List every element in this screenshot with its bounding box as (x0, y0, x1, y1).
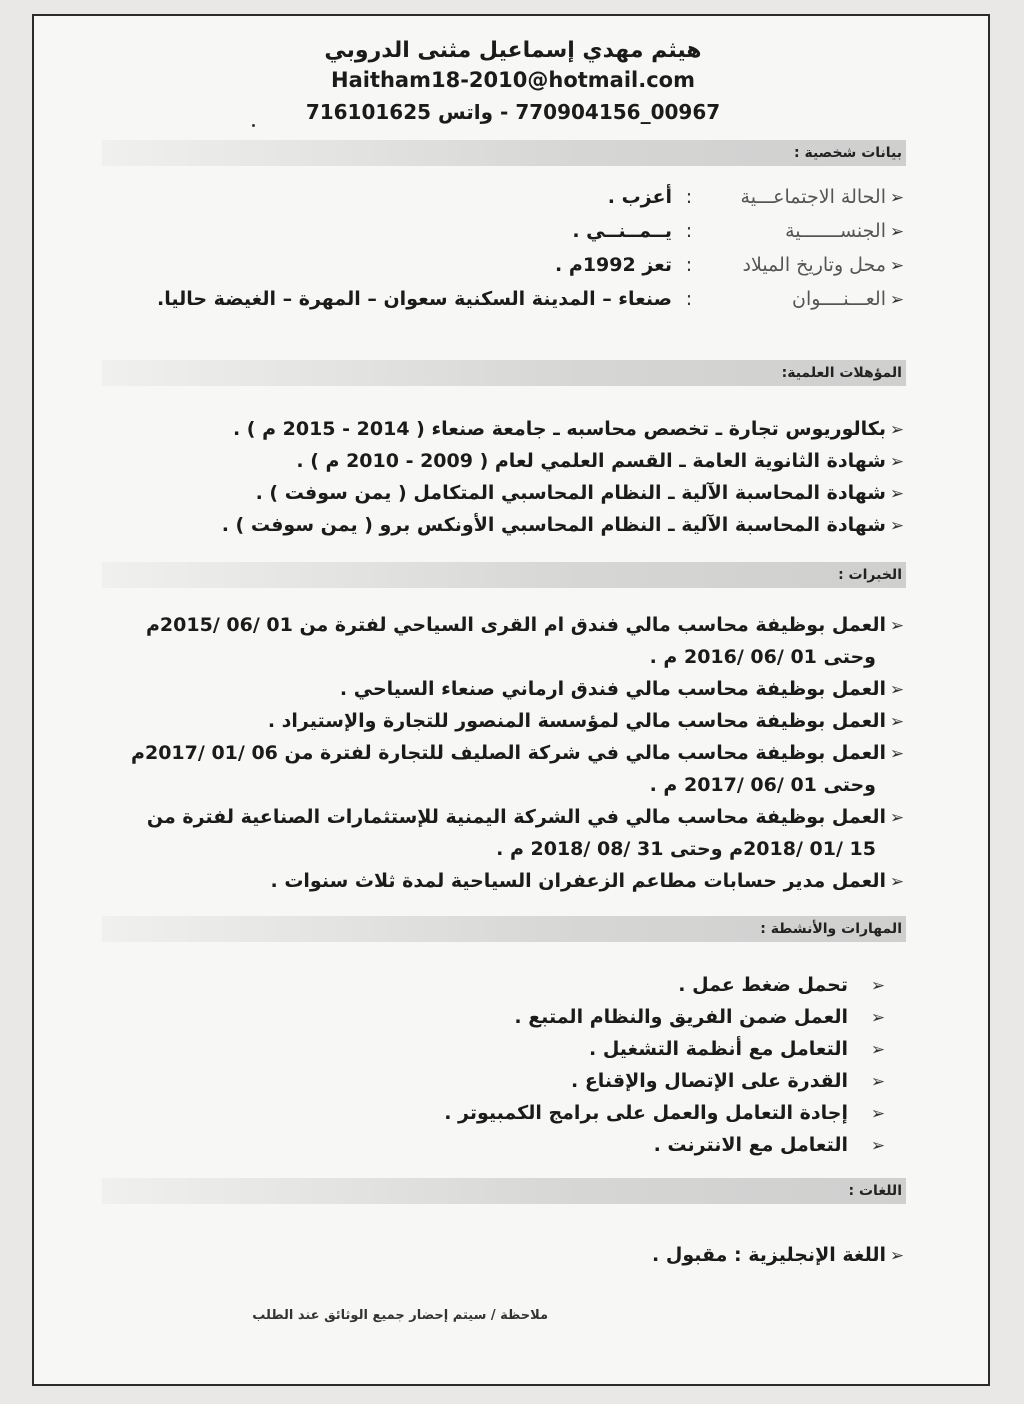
arrow-bullet-icon: ➢ (889, 1246, 905, 1266)
arrow-bullet-icon: ➢ (870, 1072, 886, 1092)
personal-value: صنعاء – المدينة السكنية سعوان – المهرة – الغيضة حاليا. (156, 288, 672, 310)
personal-row-address: ➢العـــنــــوان:صنعاء – المدينة السكنية سعوان – المهرة – الغيضة حاليا. (157, 288, 908, 310)
arrow-bullet-icon: ➢ (889, 872, 905, 892)
experience-item-continuation: وحتى 01 /06 /2017 م . (649, 774, 876, 796)
skill-item: ➢التعامل مع أنظمة التشغيل . (589, 1038, 908, 1060)
personal-label: العـــنــــوان (792, 288, 886, 310)
arrow-bullet-icon: ➢ (889, 744, 905, 764)
arrow-bullet-icon: ➢ (870, 1104, 886, 1124)
skill-item: ➢القدرة على الإتصال والإقناع . (571, 1070, 908, 1092)
qualification-item: ➢شهادة المحاسبة الآلية ـ النظام المحاسبي المتكامل ( يمن سوفت ) . (256, 482, 908, 504)
section-title-languages: اللغات : (848, 1183, 902, 1199)
experience-item: ➢العمل بوظيفة محاسب مالي فندق ام القرى السياحي لفترة من 01 /06 /2015م (146, 614, 908, 636)
footer-note: ملاحظة / سيتم إحضار جميع الوثائق عند الطلب (252, 1308, 548, 1323)
personal-row-birth: ➢محل وتاريخ الميلاد:تعز 1992م . (555, 254, 908, 276)
skill-item: ➢التعامل مع الانترنت . (654, 1134, 908, 1156)
personal-label: الجنســـــــية (785, 220, 886, 242)
arrow-bullet-icon: ➢ (889, 712, 905, 732)
applicant-phone: 00967_770904156 - واتس 716101625 (305, 100, 721, 124)
arrow-bullet-icon: ➢ (889, 484, 905, 504)
qualification-item: ➢بكالوريوس تجارة ـ تخصص محاسبه ـ جامعة صنعاء ( 2014 - 2015 م ) . (233, 418, 908, 440)
section-bar-languages (102, 1178, 906, 1204)
skill-item: ➢تحمل ضغط عمل . (678, 974, 908, 996)
arrow-bullet-icon: ➢ (870, 1040, 886, 1060)
arrow-bullet-icon: ➢ (889, 452, 905, 472)
arrow-bullet-icon: ➢ (889, 222, 905, 242)
skill-item: ➢إجادة التعامل والعمل على برامج الكمبيوتر . (444, 1102, 908, 1124)
language-item: ➢اللغة الإنجليزية : مقبول . (652, 1244, 908, 1266)
personal-value: يــمــنــي . (572, 220, 672, 242)
applicant-name: هيثم مهدي إسماعيل مثنى الدروبي (324, 38, 702, 63)
personal-row-nationality: ➢الجنســـــــية:يــمــنــي . (572, 220, 908, 242)
arrow-bullet-icon: ➢ (889, 420, 905, 440)
qualification-item: ➢شهادة المحاسبة الآلية ـ النظام المحاسبي الأونكس برو ( يمن سوفت ) . (222, 514, 908, 536)
applicant-email: Haitham18-2010@hotmail.com (331, 68, 695, 92)
arrow-bullet-icon: ➢ (870, 1008, 886, 1028)
experience-item-continuation: وحتى 01 /06 /2016 م . (649, 646, 876, 668)
arrow-bullet-icon: ➢ (889, 256, 905, 276)
section-title-skills: المهارات والأنشطة : (760, 921, 902, 937)
arrow-bullet-icon: ➢ (889, 808, 905, 828)
experience-item: ➢العمل بوظيفة محاسب مالي لمؤسسة المنصور للتجارة والإستيراد . (268, 710, 908, 732)
experience-item: ➢العمل بوظيفة محاسب مالي فندق ارماني صنعاء السياحي . (340, 678, 908, 700)
experience-item: ➢العمل مدير حسابات مطاعم الزعفران السياحية لمدة ثلاث سنوات . (270, 870, 908, 892)
experience-item-continuation: 15 /01 /2018م وحتى 31 /08 /2018 م . (496, 838, 876, 860)
stray-dot (252, 124, 255, 127)
section-title-experience: الخبرات : (838, 567, 902, 583)
experience-item: ➢العمل بوظيفة محاسب مالي في شركة الصليف للتجارة لفترة من 06 /01 /2017م (131, 742, 908, 764)
skill-item: ➢العمل ضمن الفريق والنظام المتبع . (514, 1006, 908, 1028)
arrow-bullet-icon: ➢ (870, 976, 886, 996)
cv-sheet (32, 14, 990, 1386)
qualification-item: ➢شهادة الثانوية العامة ـ القسم العلمي لعام ( 2009 - 2010 م ) . (296, 450, 908, 472)
personal-label: الحالة الاجتماعـــية (740, 186, 886, 208)
personal-label: محل وتاريخ الميلاد (742, 254, 886, 276)
personal-value: تعز 1992م . (555, 254, 672, 276)
section-bar-experience (102, 562, 906, 588)
arrow-bullet-icon: ➢ (889, 680, 905, 700)
arrow-bullet-icon: ➢ (889, 290, 905, 310)
personal-value: أعزب . (607, 186, 672, 208)
arrow-bullet-icon: ➢ (870, 1136, 886, 1156)
section-bar-personal (102, 140, 906, 166)
experience-item: ➢العمل بوظيفة محاسب مالي في الشركة اليمنية للإستثمارات الصناعية لفترة من (147, 806, 908, 828)
arrow-bullet-icon: ➢ (889, 616, 905, 636)
personal-row-marital: ➢الحالة الاجتماعـــية:أعزب . (608, 186, 908, 208)
arrow-bullet-icon: ➢ (889, 516, 905, 536)
section-title-qualifications: المؤهلات العلمية: (781, 365, 902, 381)
section-title-personal: بيانات شخصية : (793, 145, 902, 161)
arrow-bullet-icon: ➢ (889, 188, 905, 208)
